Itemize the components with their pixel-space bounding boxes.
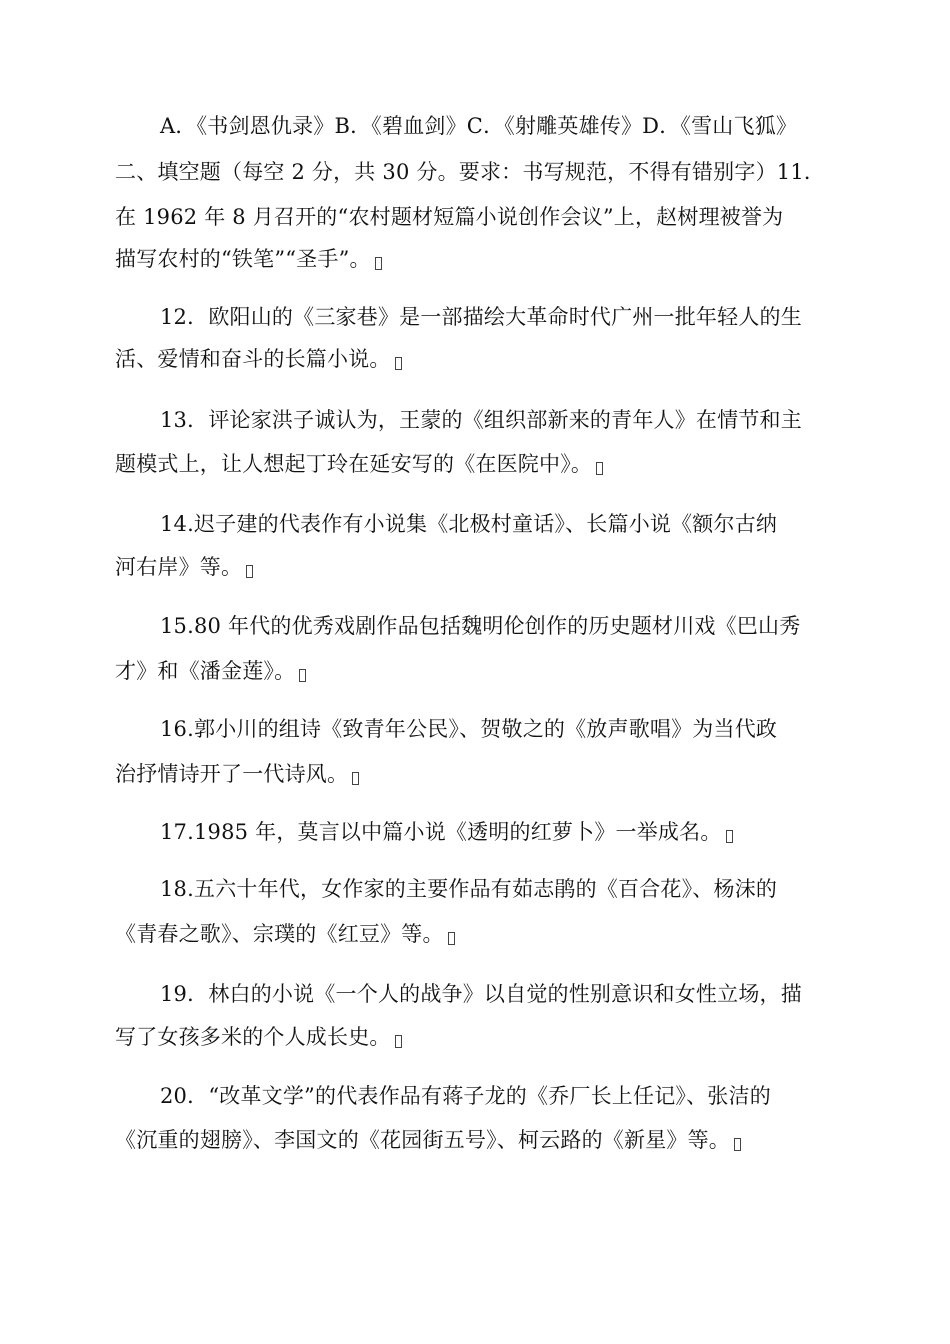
item-18-line-1: 18.五六十年代，女作家的主要作品有茹志鹃的《百合花》、杨沫的 xyxy=(160,877,778,901)
item-14-line-1: 14.迟子建的代表作有小说集《北极村童话》、长篇小说《额尔古纳 xyxy=(160,512,778,536)
missing-glyph-icon xyxy=(352,772,359,785)
item-15-line-2 xyxy=(115,657,855,685)
item-17-text: 17.1985 年，莫言以中篇小说《透明的红萝卜》一举成名。 xyxy=(160,820,722,844)
item-17-line-1 xyxy=(160,818,855,846)
missing-glyph-icon xyxy=(375,257,382,270)
item-13-line-2 xyxy=(115,450,855,478)
item-13-text: 题模式上，让人想起丁玲在延安写的《在医院中》。 xyxy=(115,452,593,476)
item-20-line-1: 20．“改革文学”的代表作品有蒋子龙的《乔厂长上任记》、张洁的 xyxy=(160,1084,771,1108)
item-11-line-2 xyxy=(115,245,855,273)
item-16-text: 治抒情诗开了一代诗风。 xyxy=(115,762,349,786)
section-heading: 二、填空题（每空 2 分，共 30 分。要求：书写规范，不得有错别字）11． xyxy=(115,160,826,184)
item-19-text: 写了女孩多米的个人成长史。 xyxy=(115,1025,391,1049)
item-15-line-1: 15.80 年代的优秀戏剧作品包括魏明伦创作的历史题材川戏《巴山秀 xyxy=(160,614,801,638)
item-13-line-1: 13．评论家洪子诚认为，王蒙的《组织部新来的青年人》在情节和主 xyxy=(160,408,802,432)
item-18-line-2 xyxy=(115,920,855,948)
item-12-line-2 xyxy=(115,345,855,373)
item-12-text: 活、爱情和奋斗的长篇小说。 xyxy=(115,347,391,371)
missing-glyph-icon xyxy=(395,357,402,370)
item-14-line-2 xyxy=(115,553,855,581)
item-11-text: 描写农村的“铁笔”“圣手”。 xyxy=(115,247,371,271)
item-12-line-1: 12．欧阳山的《三家巷》是一部描绘大革命时代广州一批年轻人的生 xyxy=(160,305,802,329)
item-11-line-1: 在 1962 年 8 月召开的“农村题材短篇小说创作会议”上，赵树理被誉为 xyxy=(115,205,784,229)
item-19-line-1: 19．林白的小说《一个人的战争》以自觉的性别意识和女性立场，描 xyxy=(160,982,802,1006)
item-16-line-1: 16.郭小川的组诗《致青年公民》、贺敬之的《放声歌唱》为当代政 xyxy=(160,717,778,741)
options-line: A．《书剑恩仇录》B．《碧血剑》C．《射雕英雄传》D．《雪山飞狐》 xyxy=(160,114,798,138)
item-18-text: 《青春之歌》、宗璞的《红豆》等。 xyxy=(115,922,444,946)
item-19-line-2 xyxy=(115,1023,855,1051)
missing-glyph-icon xyxy=(448,932,455,945)
item-20-text: 《沉重的翅膀》、李国文的《花园街五号》、柯云路的《新星》等。 xyxy=(115,1128,730,1152)
item-16-line-2 xyxy=(115,760,855,788)
item-15-text: 才》和《潘金莲》。 xyxy=(115,659,296,683)
missing-glyph-icon xyxy=(596,462,603,475)
missing-glyph-icon xyxy=(395,1035,402,1048)
missing-glyph-icon xyxy=(734,1138,741,1151)
item-20-line-2 xyxy=(115,1126,855,1154)
missing-glyph-icon xyxy=(726,830,733,843)
missing-glyph-icon xyxy=(299,669,306,682)
missing-glyph-icon xyxy=(246,565,253,578)
item-14-text: 河右岸》等。 xyxy=(115,555,243,579)
